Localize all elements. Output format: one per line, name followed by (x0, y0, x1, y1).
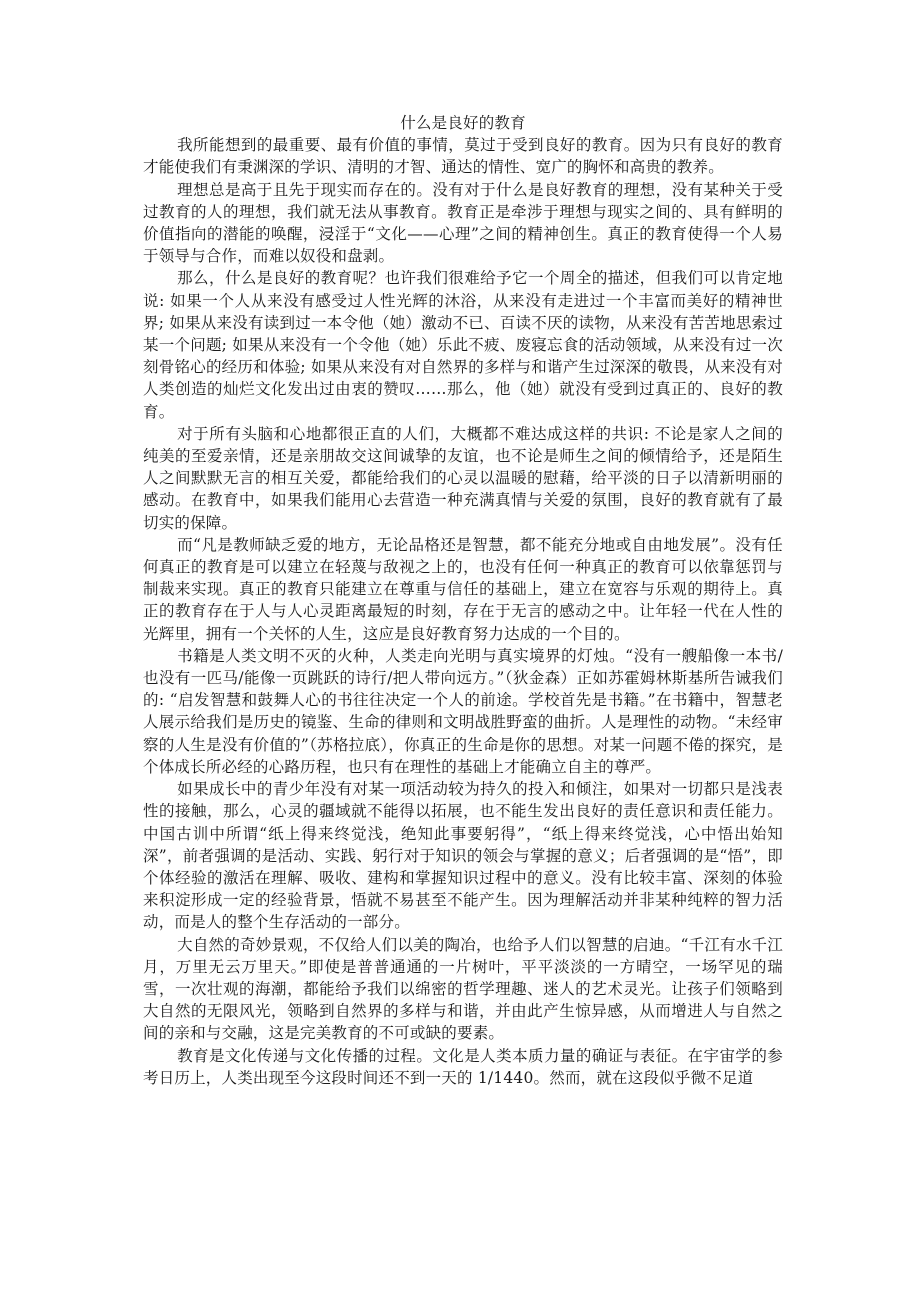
paragraph-2: 理想总是高于且先于现实而存在的。没有对于什么是良好教育的理想，没有某种关于受过教育的人的理想，我们就无法从事教育。教育正是牵涉于理想与现实之间的、具有鲜明的价值指向的潜能的唤醒，浸淫于“文化——心理”之间的精神创生。真正的教育使得一个人易于领导与合作，而难以奴役和盘剥。 (143, 180, 783, 266)
paragraph-9: 教育是文化传递与文化传播的过程。文化是人类本质力量的确证与表征。在宇宙学的参考日历上，人类出现至今这段时间还不到一天的 1/1440。然而，就在这段似乎微不足道 (143, 1046, 783, 1087)
paragraph-5: 而“凡是教师缺乏爱的地方，无论品格还是智慧，都不能充分地或自由地发展”。没有任何真正的教育是可以建立在轻蔑与敌视之上的，也没有任何一种真正的教育可以依靠惩罚与制裁来实现。真正的教育只能建立在尊重与信任的基础上，建立在宽容与乐观的期待上。真正的教育存在于人与人心灵距离最短的时刻，存在于无言的感动之中。让年轻一代在人性的光辉里，拥有一个关怀的人生，这应是良好教育努力达成的一个目的。 (143, 535, 783, 643)
paragraph-1: 我所能想到的最重要、最有价值的事情，莫过于受到良好的教育。因为只有良好的教育才能使我们有秉渊深的学识、清明的才智、通达的情性、宽广的胸怀和高贵的教养。 (143, 136, 783, 177)
paragraph-3: 那么，什么是良好的教育呢？也许我们很难给予它一个周全的描述，但我们可以肯定地说: 如果一个人从来没有感受过人性光辉的沐浴，从来没有走进过一个丰富而美好的精神世界; 如果从来没有读到过一本令他（她）激动不已、百读不厌的读物，从来没有苦苦地思索过某一个问题; 如果从来没有一个令他（她）乐此不疲、废寝忘食的活动领域，从来没有过一次刻骨铭心的经历和体验; 如果从来没有对自然界的多样与和谐产生过深深的敬畏，从来没有对人类创造的灿烂文化发出过由衷的赞叹……那么，他（她）就没有受到过真正的、良好的教育。 (143, 269, 783, 421)
paragraph-7: 如果成长中的青少年没有对某一项活动较为持久的投入和倾注，如果对一切都只是浅表性的接触，那么，心灵的疆域就不能得以拓展，也不能生发出良好的责任意识和责任能力。中国古训中所谓“纸上得来终觉浅，绝知此事要躬得”，“纸上得来终觉浅，心中悟出始知深”，前者强调的是活动、实践、躬行对于知识的领会与掌握的意义；后者强调的是“悟”，即个体经验的激活在理解、吸收、建构和掌握知识过程中的意义。没有比较丰富、深刻的体验来积淀形成一定的经验背景，悟就不易甚至不能产生。因为理解活动并非某种纯粹的智力活动，而是人的整个生存活动的一部分。 (143, 780, 783, 932)
paragraph-6: 书籍是人类文明不灭的火种，人类走向光明与真实境界的灯烛。“没有一艘船像一本书/也没有一匹马/能像一页跳跃的诗行/把人带向远方。”（狄金森）正如苏霍姆林斯基所告诫我们的: “启发智慧和鼓舞人心的书往往决定一个人的前途。学校首先是书籍。”在书籍中，智慧老人展示给我们是历史的镜鉴、生命的律则和文明战胜野蛮的曲折。人是理性的动物。“未经审察的人生是没有价值的”（苏格拉底），你真正的生命是你的思想。对某一问题不倦的探究，是个体成长所必经的心路历程，也只有在理性的基础上才能确立自主的尊严。 (143, 646, 783, 776)
document-body (143, 112, 783, 1089)
document-title: 什么是良好的教育 (400, 114, 526, 132)
paragraph-4: 对于所有头脑和心地都很正直的人们，大概都不难达成这样的共识: 不论是家人之间的纯美的至爱亲情，还是亲朋故交这间诚挚的友谊，也不论是师生之间的倾情给予，还是陌生人之间默默无言的相互关爱，都能给我们的心灵以温暖的慰藉，给平淡的日子以清新明丽的感动。在教育中，如果我们能用心去营造一种充满真情与关爱的氛围，良好的教育就有了最切实的保障。 (143, 424, 783, 532)
paragraph-8: 大自然的奇妙景观，不仅给人们以美的陶冶，也给予人们以智慧的启迪。“千江有水千江月，万里无云万里天。”即使是普普通通的一片树叶，平平淡淡的一方晴空，一场罕见的瑞雪，一次壮观的海潮，都能给予我们以绵密的哲学理趣、迷人的艺术灵光。让孩子们领略到大自然的无限风光，领略到自然界的多样与和谐，并由此产生惊异感，从而增进人与自然之间的亲和与交融，这是完美教育的不可或缺的要素。 (143, 935, 783, 1043)
